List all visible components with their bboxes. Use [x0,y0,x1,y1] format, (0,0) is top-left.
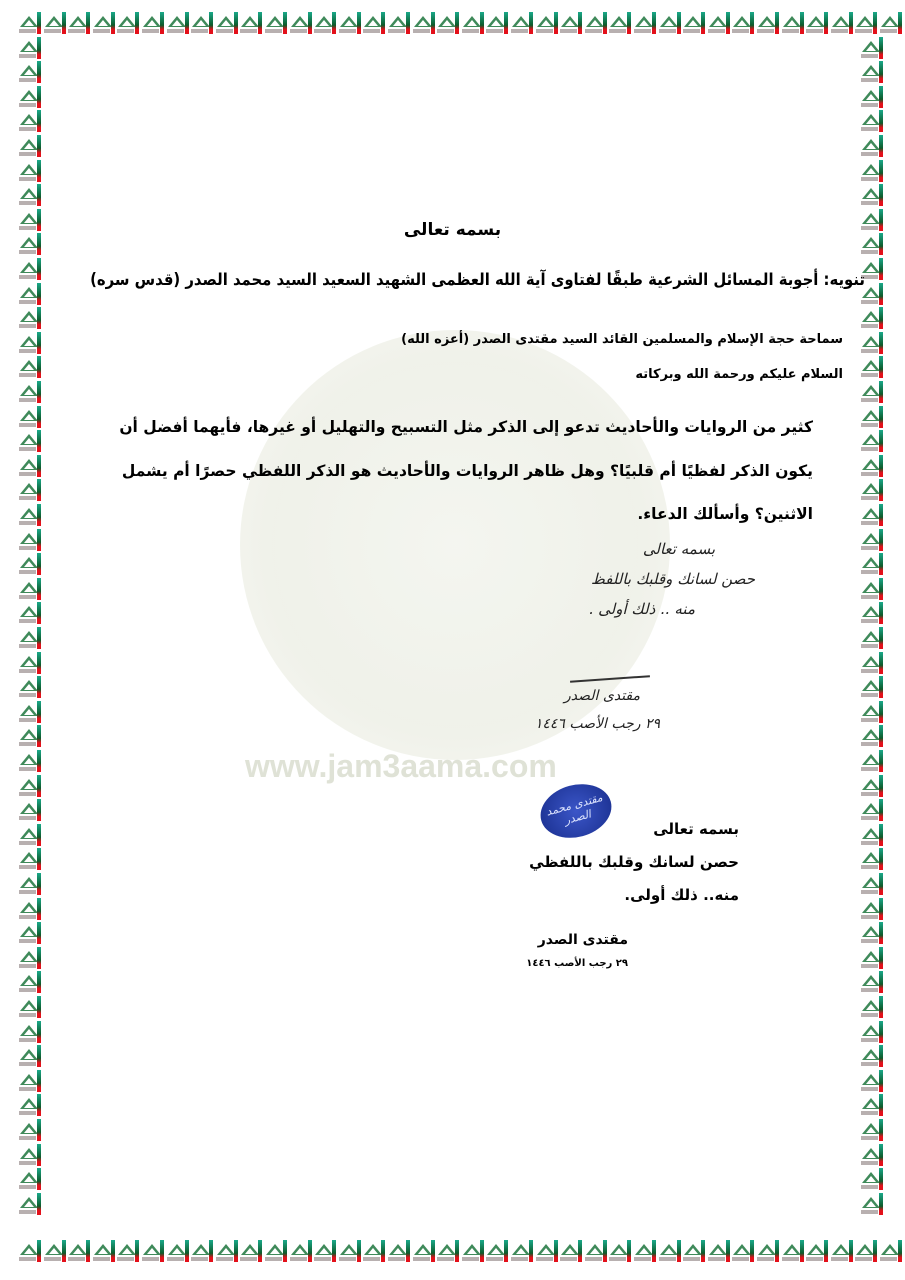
question-line-2: يكون الذكر لفظيًا أم قلبيًا؟ وهل ظاهر الروايات والأحاديث هو الذكر اللفظي حصرًا أم يشمل [121,462,813,480]
border-mosque-icon [338,1238,362,1266]
border-mosque-icon [166,10,190,38]
border-mosque-icon [830,10,854,38]
border-mosque-icon [239,10,263,38]
border-mosque-icon [535,10,559,38]
greeting-line: السلام عليكم ورحمة الله وبركاته [635,367,843,382]
border-mosque-icon [633,1238,657,1266]
handwritten-signature: مقتدى الصدر [564,688,640,704]
border-mosque-icon [289,1238,313,1266]
typed-signature: مقتدى الصدر [537,932,628,948]
question-line-3: الاثنين؟ وأسألك الدعاء. [637,505,813,523]
border-mosque-icon [362,1238,386,1266]
border-mosque-icon [436,10,460,38]
border-mosque-icon [731,1238,755,1266]
notice-line: تنويه: أجوبة المسائل الشرعية طبقًا لفتاوى آية الله العظمى الشهيد السعيد السيد محمد الصدر (قدس سره) [90,270,865,289]
border-mosque-icon [92,10,116,38]
border-mosque-icon [510,1238,534,1266]
border-mosque-icon [412,1238,436,1266]
border-mosque-icon [436,1238,460,1266]
border-mosque-icon [731,10,755,38]
border-mosque-icon [510,10,534,38]
border-mosque-icon [559,10,583,38]
border-mosque-icon [584,1238,608,1266]
handwritten-answer-2: منه .. ذلك أولى . [588,600,695,618]
border-mosque-icon [608,1238,632,1266]
border-mosque-icon [141,1238,165,1266]
border-mosque-icon [535,1238,559,1266]
border-mosque-icon [461,10,485,38]
border-mosque-icon [289,10,313,38]
typed-answer-1: حصن لسانك وقلبك باللفظي [529,853,739,871]
border-mosque-icon [584,10,608,38]
seal-stamp: مقتدى محمد الصدر [534,777,617,846]
handwritten-answer-1: حصن لسانك وقلبك باللفظ [591,570,755,588]
border-mosque-icon [781,1238,805,1266]
typed-basmala: بسمه تعالى [653,820,739,838]
border-mosque-icon [18,1191,42,1219]
border-mosque-icon [756,1238,780,1266]
border-mosque-icon [264,10,288,38]
border-mosque-icon [682,1238,706,1266]
border-mosque-icon [879,1238,903,1266]
border-mosque-icon [313,10,337,38]
watermark-url: www.jam3aama.com [245,748,557,784]
border-mosque-icon [682,10,706,38]
border-mosque-icon [658,10,682,38]
border-mosque-icon [860,1191,884,1219]
border-mosque-icon [215,10,239,38]
border-mosque-icon [412,10,436,38]
addressee-line: سماحة حجة الإسلام والمسلمين القائد السيد مقتدى الصدر (أعزه الله) [401,332,843,347]
border-mosque-icon [116,10,140,38]
border-mosque-icon [707,10,731,38]
border-mosque-icon [485,10,509,38]
border-mosque-icon [43,1238,67,1266]
border-mosque-icon [559,1238,583,1266]
border-mosque-icon [362,10,386,38]
border-mosque-icon [141,10,165,38]
border-mosque-icon [92,1238,116,1266]
border-mosque-icon [239,1238,263,1266]
border-mosque-icon [387,10,411,38]
border-mosque-icon [461,1238,485,1266]
border-mosque-icon [633,10,657,38]
handwritten-date: ٢٩ رجب الأصب ١٤٤٦ [534,716,660,732]
border-mosque-icon [830,1238,854,1266]
border-mosque-icon [387,1238,411,1266]
border-mosque-icon [805,1238,829,1266]
border-mosque-icon [18,1238,42,1266]
border-mosque-icon [215,1238,239,1266]
basmala-heading: بسمه تعالى [403,220,502,240]
border-mosque-icon [166,1238,190,1266]
border-mosque-icon [805,10,829,38]
border-mosque-icon [67,1238,91,1266]
border-mosque-icon [116,1238,140,1266]
question-line-1: كثير من الروايات والأحاديث تدعو إلى الذكر مثل التسبيح والتهليل أو غيرها، فأيهما أفضل أن [119,418,813,436]
border-mosque-icon [707,1238,731,1266]
border-mosque-icon [67,10,91,38]
border-mosque-icon [854,1238,878,1266]
border-mosque-icon [756,10,780,38]
border-mosque-icon [264,1238,288,1266]
border-mosque-icon [608,10,632,38]
typed-answer-2: منه.. ذلك أولى. [624,886,739,904]
border-mosque-icon [43,10,67,38]
typed-date: ٢٩ رجب الأصب ١٤٤٦ [526,958,628,969]
border-mosque-icon [313,1238,337,1266]
border-mosque-icon [190,10,214,38]
border-mosque-icon [658,1238,682,1266]
border-mosque-icon [190,1238,214,1266]
border-mosque-icon [338,10,362,38]
border-mosque-icon [485,1238,509,1266]
border-mosque-icon [781,10,805,38]
handwritten-basmala: بسمه تعالى [642,540,715,558]
